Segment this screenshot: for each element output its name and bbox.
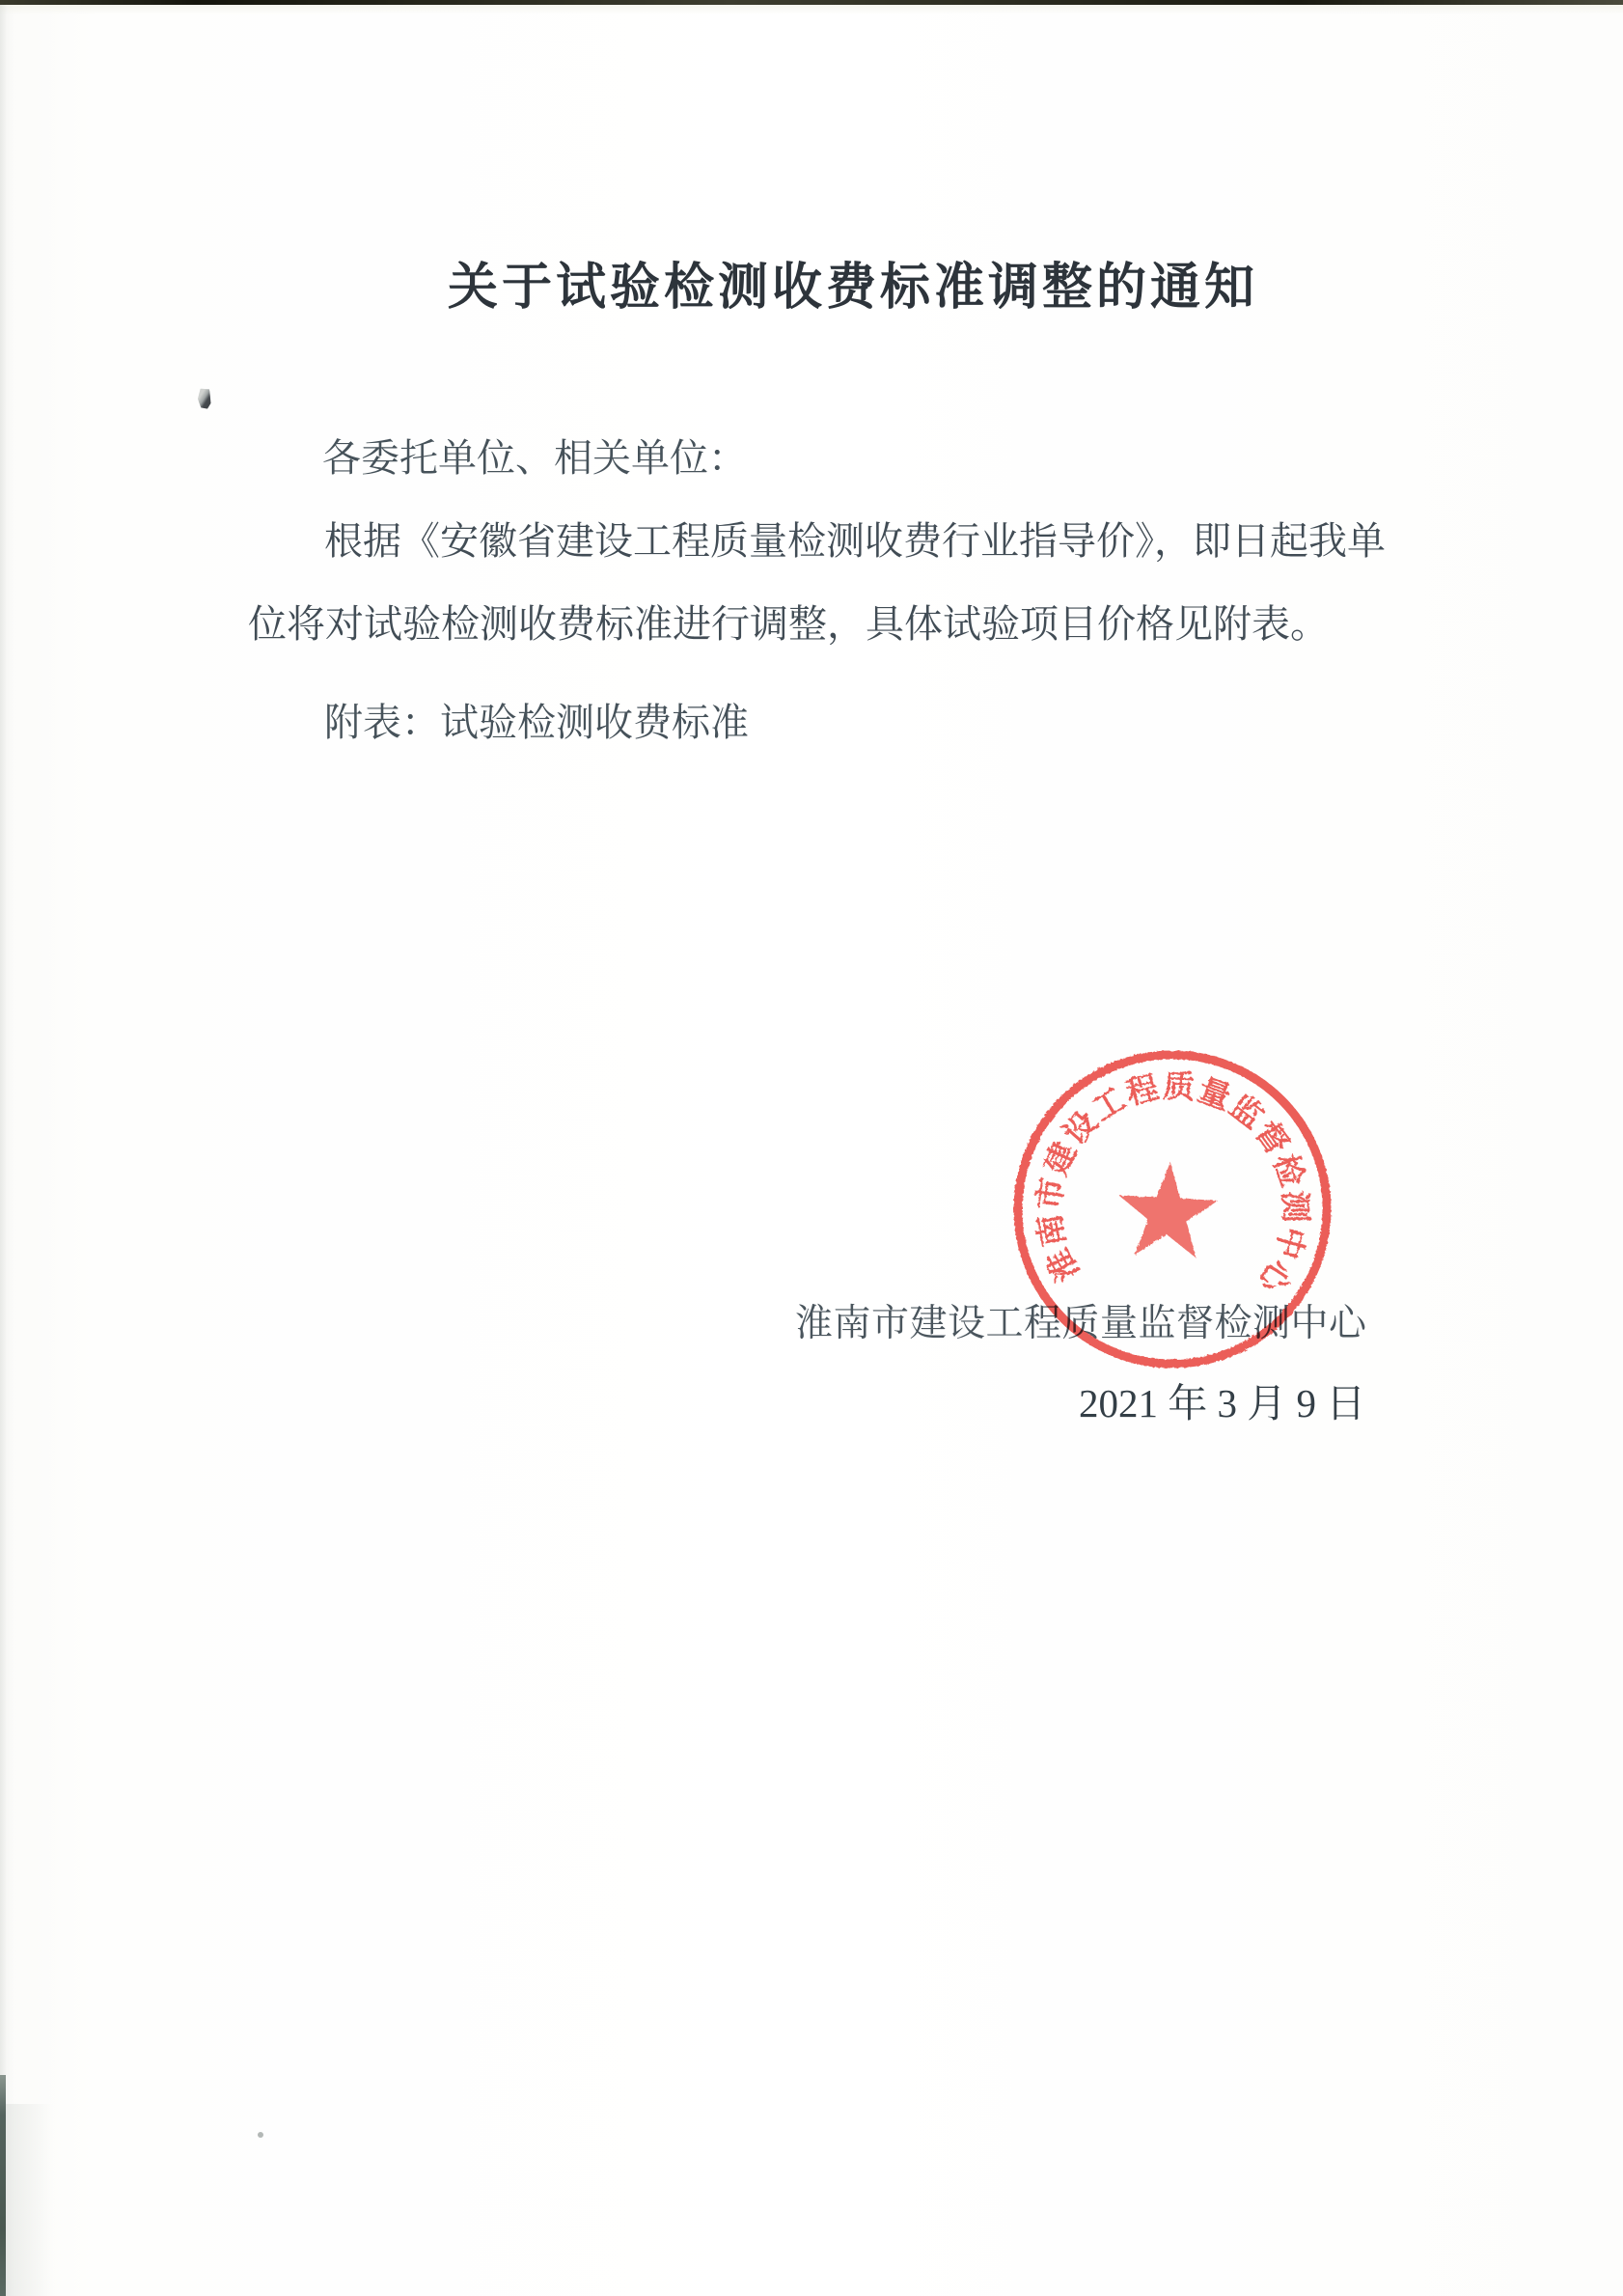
star-icon [1115, 1159, 1220, 1259]
svg-text:市: 市 [1032, 1176, 1071, 1212]
body-line-1: 根据《安徽省建设工程质量检测收费行业指导价》，即日起我单 [324, 519, 1386, 563]
svg-text:测: 测 [1276, 1190, 1312, 1224]
body-line-2: 位将对试验检测收费标准进行调整，具体试验项目价格见附表。 [248, 602, 1329, 646]
svg-text:质: 质 [1162, 1069, 1197, 1107]
scan-top-haze [0, 5, 1623, 14]
document-title: 关于试验检测收费标准调整的通知 [448, 261, 1259, 316]
paper-speck [258, 2132, 263, 2138]
salutation-line: 各委托单位、相关单位： [322, 436, 747, 480]
svg-text:中: 中 [1268, 1222, 1311, 1263]
svg-text:淮: 淮 [1041, 1242, 1087, 1287]
scan-bottom-left-haze [6, 2104, 73, 2296]
svg-text:工: 工 [1087, 1082, 1133, 1129]
svg-text:程: 程 [1122, 1070, 1163, 1113]
svg-text:南: 南 [1032, 1211, 1073, 1249]
scan-left-edge-shadow [0, 5, 14, 2296]
signature-line: 淮南市建设工程质量监督检测中心 [795, 1303, 1367, 1344]
svg-text:设: 设 [1058, 1105, 1106, 1152]
svg-text:监: 监 [1223, 1089, 1270, 1137]
svg-text:督: 督 [1248, 1115, 1295, 1162]
official-seal-stamp [1006, 1047, 1338, 1375]
svg-text:心: 心 [1251, 1252, 1298, 1299]
svg-text:建: 建 [1039, 1137, 1085, 1181]
date-line: 2021 年 3 月 9 日 [1079, 1381, 1366, 1425]
attachment-line: 附表：试验检测收费标准 [324, 701, 749, 744]
ink-smudge-mark [196, 387, 213, 410]
svg-text:检: 检 [1266, 1149, 1309, 1192]
svg-text:量: 量 [1193, 1073, 1236, 1118]
